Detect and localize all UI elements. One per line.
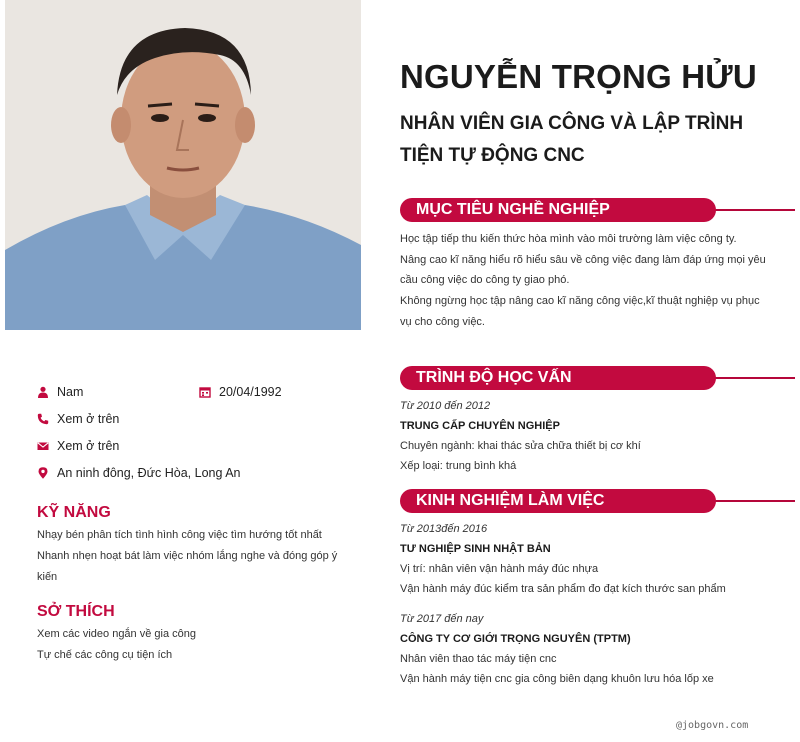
address-value: An ninh đông, Đức Hòa, Long An bbox=[57, 466, 241, 480]
candidate-name: NGUYỄN TRỌNG HỬU bbox=[400, 58, 757, 95]
education-major: Chuyên ngành: khai thác sửa chữa thiết bị cơ khí bbox=[400, 440, 641, 452]
phone-icon bbox=[37, 413, 49, 425]
education-school: TRUNG CẤP CHUYÊN NGHIỆP bbox=[400, 420, 560, 432]
objective-line-2: Nâng cao kĩ năng hiểu rõ hiểu sâu về công việc đang làm đáp ứng mọi yêu cầu công việc do công ty giao phó. bbox=[400, 253, 766, 287]
education-title: TRÌNH ĐỘ HỌC VẤN bbox=[400, 366, 716, 390]
location-pin-icon bbox=[37, 467, 49, 479]
address-row bbox=[37, 465, 357, 481]
birthdate-value: 20/04/1992 bbox=[219, 385, 282, 399]
job-title-line-1: NHÂN VIÊN GIA CÔNG VÀ LẬP TRÌNH bbox=[400, 113, 744, 134]
objective-header bbox=[400, 198, 795, 222]
experience-detail: Vận hành máy đúc kiểm tra sản phẩm đo đạt kích thước san phẩm bbox=[400, 583, 726, 595]
experience-period: Từ 2017 đến nay bbox=[400, 613, 484, 625]
objective-title: MỤC TIÊU NGHỀ NGHIỆP bbox=[400, 198, 716, 222]
hobby-item: Xem các video ngắn về gia công bbox=[37, 628, 196, 640]
education-period: Từ 2010 đến 2012 bbox=[400, 400, 491, 412]
education-entry bbox=[400, 396, 780, 476]
email-row bbox=[37, 438, 337, 454]
objective-line-1: Học tập tiếp thu kiến thức hòa mình vào môi trường làm việc công ty. bbox=[400, 233, 737, 245]
skill-item: Nhạy bén phân tích tình hình công việc tìm hướng tốt nhất bbox=[37, 529, 322, 541]
gender-value: Nam bbox=[57, 385, 84, 399]
experience-header bbox=[400, 489, 795, 513]
hobbies-list bbox=[37, 624, 347, 666]
watermark: @jobgovn.com bbox=[676, 720, 749, 731]
calendar-icon bbox=[199, 386, 211, 398]
experience-detail: Vận hành máy tiện cnc gia công biên dạng khuôn lưu hóa lốp xe bbox=[400, 673, 714, 685]
skill-item: Nhanh nhẹn hoạt bát làm việc nhóm lắng nghe và đóng góp ý kiến bbox=[37, 550, 338, 583]
experience-company: TƯ NGHIỆP SINH NHẬT BẢN bbox=[400, 543, 551, 555]
experience-detail: Vị trí: nhân viên vận hành máy đúc nhựa bbox=[400, 563, 599, 575]
experience-title: KINH NGHIỆM LÀM VIỆC bbox=[400, 489, 716, 513]
job-title bbox=[400, 108, 780, 172]
email-value: Xem ở trên bbox=[57, 439, 120, 453]
skills-title: KỸ NĂNG bbox=[37, 504, 111, 521]
education-header bbox=[400, 366, 795, 390]
gender-row bbox=[37, 384, 187, 400]
phone-value: Xem ở trên bbox=[57, 412, 120, 426]
experience-period: Từ 2013đến 2016 bbox=[400, 523, 488, 535]
profile-photo bbox=[5, 0, 361, 330]
experience-entry-2 bbox=[400, 609, 780, 689]
hobby-item: Tự chế các công cụ tiện ích bbox=[37, 649, 173, 661]
objective-text bbox=[400, 229, 770, 333]
experience-company: CÔNG TY CƠ GIỚI TRỌNG NGUYÊN (TPTM) bbox=[400, 633, 631, 645]
experience-detail: Nhân viên thao tác máy tiện cnc bbox=[400, 653, 557, 665]
mail-icon bbox=[37, 440, 49, 452]
user-icon bbox=[37, 386, 49, 398]
hobbies-title: SỞ THÍCH bbox=[37, 603, 115, 620]
skills-list bbox=[37, 525, 347, 588]
education-rank: Xếp loại: trung bình khá bbox=[400, 460, 517, 472]
experience-entry-1 bbox=[400, 519, 780, 599]
birthdate-row bbox=[199, 384, 349, 400]
job-title-line-2: TIỆN TỰ ĐỘNG CNC bbox=[400, 145, 585, 166]
objective-line-3: Không ngừng học tập nâng cao kĩ năng công việc,kĩ thuật nghiệp vụ phục vụ cho công việc. bbox=[400, 295, 760, 328]
phone-row bbox=[37, 411, 337, 427]
